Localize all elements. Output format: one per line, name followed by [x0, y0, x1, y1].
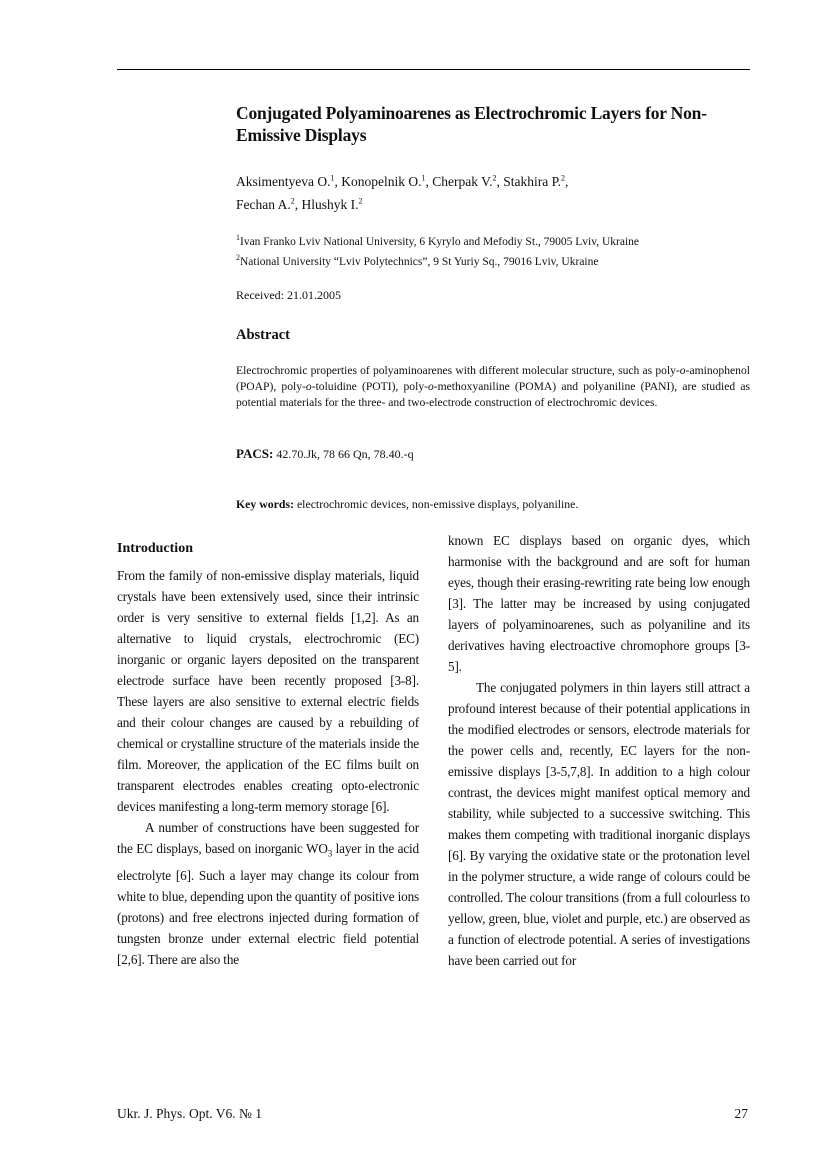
paper-title: Conjugated Polyaminoarenes as Electrochromic Layers for Non-Emissive Displays	[236, 103, 707, 145]
author: Hlushyk I.$^2$	[301, 196, 363, 212]
pacs-codes: PACS: 42.70.Jk, 78 66 Qn, 78.40.-q	[236, 446, 414, 461]
author-list	[236, 168, 736, 215]
paragraph: The conjugated polymers in thin layers still attract a profound interest because of their potential applications in the modified electrodes or sensors, electrode materials for the power cells and, recently, EC layers for the non-emissive displays [3-5,7,8]. In addition to a high colour contrast, the devices might manifest optical memory and stability, while subjected to a successive switching. This makes them competing with traditional inorganic displays [6]. By varying the oxidative state or the protonation level in the polymer structure, a wide range of colours could be controlled. The colour transitions (from a full colourless to yellow, green, blue, violet and purple, etc.) are observed as a function of electrode potential. A series of investigations have been carried out for	[448, 680, 750, 968]
affiliation: $^1$Ivan Franko Lviv National University, 6 Kyrylo and Mefodiy St., 79005 Lviv, Ukraine	[236, 233, 640, 248]
received-date: Received: 21.01.2005	[236, 288, 341, 302]
abstract-heading: Abstract	[236, 327, 290, 343]
section-heading-introduction: Introduction	[117, 541, 193, 556]
page-number: 27	[734, 1106, 748, 1121]
author: Konopelnik O.$^1$,	[341, 173, 433, 189]
affiliations	[236, 230, 756, 270]
author: Stakhira P.$^2$,	[503, 173, 569, 189]
affiliation: $^2$National University “Lviv Polytechnics”, 9 St Yuriy Sq., 79016 Lviv, Ukraine	[236, 252, 599, 268]
header-rule	[117, 69, 750, 70]
paragraph: From the family of non-emissive display materials, liquid crystals have been extensively used, since their intrinsic order is very sensitive to external fields [1,2]. As an alternative to liquid crystals, electrochromic (EC) inorganic or organic layers deposited on the transparent electrode surface have been recently proposed [3-8]. These layers are also sensitive to external electric fields and their colour changes are caused by a rebuilding of chemical or crystalline structure of the materials inside the film. Moreover, the application of the EC films built on transparent electrodes enables creating opto-electronic devices manifesting a long-term memory storage [6].	[117, 568, 419, 814]
right-column	[448, 530, 750, 971]
keywords: Key words: electrochromic devices, non-emissive displays, polyaniline.	[236, 497, 579, 511]
author: Aksimentyeva O.$^1$,	[236, 173, 342, 189]
journal-reference: Ukr. J. Phys. Opt. V6. № 1	[117, 1106, 263, 1121]
paragraph: A number of constructions have been suggested for the EC displays, based on inorganic $WO_3$ layer in the acid electrolyte [6]. Such a layer may change its colour from white to blue, depending upon the quantity of positive ions (protons) and free electrons injected during formation of tungsten bronze under external electric field potential [2,6]. There are also the	[117, 820, 419, 967]
left-column	[117, 565, 419, 970]
author: Cherpak V.$^2$,	[432, 173, 504, 189]
abstract-text: Electrochromic properties of polyaminoarenes with different molecular structure, such as poly-o-aminophenol (POAP), poly-o-toluidine (POTI), poly-o-methoxyaniline (POMA) and polyaniline (PANI), are studied as potential materials for the three- and two-electrode construction of electrochromic devices.	[236, 364, 750, 409]
paragraph: known EC displays based on organic dyes, which harmonise with the background and are soft for human eyes, though their erasing-rewriting rate being low enough [3]. The latter may be increased by using conjugated layers of polyaminoarenes, such as polyaniline and its derivatives having electroactive chromophore groups [3-5].	[448, 533, 750, 674]
author: Fechan A.$^2$,	[236, 196, 302, 212]
